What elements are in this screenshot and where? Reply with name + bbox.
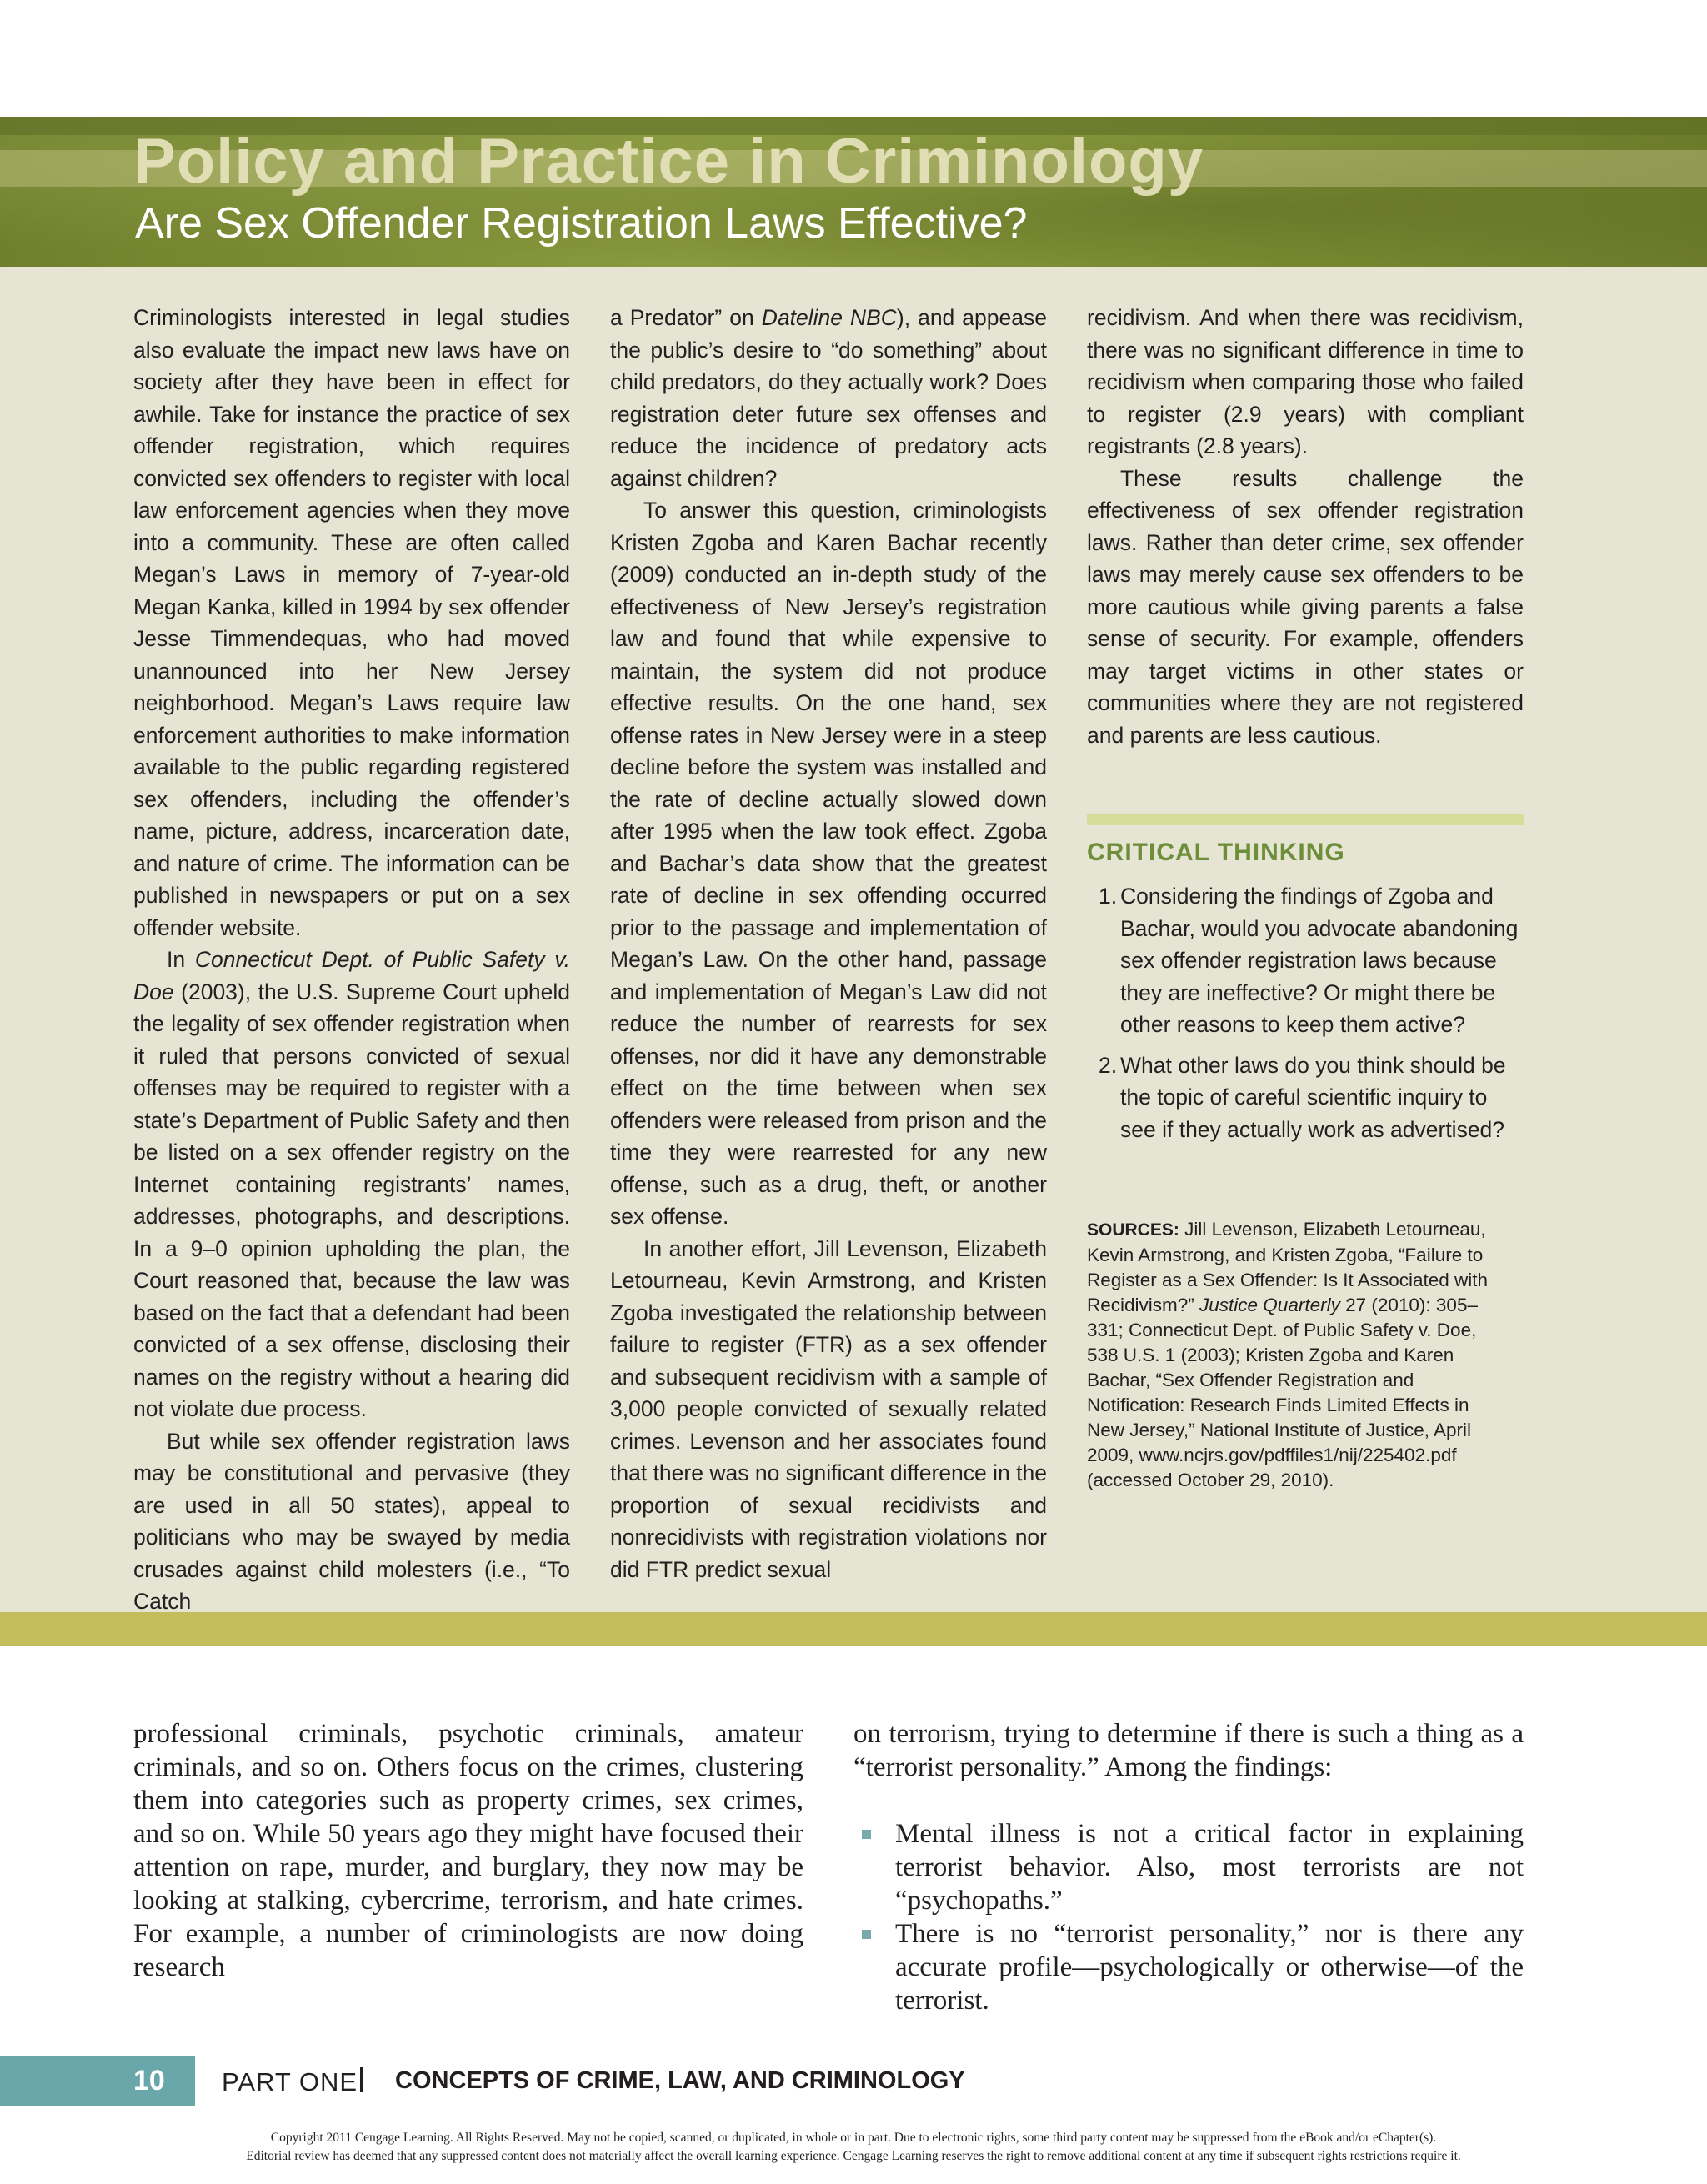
bullet-square-icon: [862, 1830, 871, 1839]
findings-list: [854, 1817, 1524, 2017]
body-paragraph: professional criminals, psychotic criminals, amateur criminals, and so on. Others focus on the crimes, clustering them into categories such as property crimes, sex crimes, and so on. While 50 years ago they might have focused their attention on rape, murder, and burglary, they now may be looking at stalking, cybercrime, terrorism, and hate crimes. For example, a number of criminologists are now doing research: [133, 1719, 803, 1982]
show-name: Dateline NBC: [761, 305, 897, 330]
body-column-2: [854, 1717, 1524, 2017]
item-text: What other laws do you think should be the topic of careful scientific inquiry to see if they actually work as advertised?: [1120, 1052, 1506, 1142]
feature-column-2: [610, 302, 1047, 1585]
sources-label: SOURCES:: [1087, 1220, 1179, 1240]
folio-box: [0, 2056, 195, 2106]
feature-paragraph: To answer this question, criminologists Kristen Zgoba and Karen Bachar recently (2009) conducted an in-depth study of the effectiveness of New Jersey’s registration law and found that while expensive to maintain, the system did not produce effective results. On the one hand, sex offense rates in New Jersey were in a steep decline before the system was installed and the rate of decline actually slowed down after 1995 when the law took effect. Zgoba and Bachar’s data show that the greatest rate of decline in sex offending occurred prior to the passage and implementation of Megan’s Law. On the other hand, passage and implementation of Megan’s Law did not reduce the number of rearrests for sex offenses, nor did it have any demonstrable effect on the time between when sex offenders were released from prison and the time they were rearrested for any new offense, such as a drug, theft, or another sex offense.: [610, 498, 1047, 1229]
critical-thinking-list: [1087, 880, 1524, 1154]
feature-paragraph: Criminologists interested in legal studies also evaluate the impact new laws have on society after they have been in effect for awhile. Take for instance the practice of sex offender registration, which requires convicted sex offenders to register with local law enforcement agencies when they move into a community. These are often called Megan’s Laws in memory of 7-year-old Megan Kanka, killed in 1994 by sex offender Jesse Timmendequas, who had moved unannounced into her New Jersey neighborhood. Megan’s Laws require law enforcement authorities to make information available to the public regarding registered sex offenders, including the offender’s name, picture, address, incarceration date, and nature of crime. The information can be published in newspapers or put on a sex offender website.: [133, 305, 570, 940]
feature-paragraph: [133, 944, 570, 1425]
item-number: 2.: [1099, 1052, 1118, 1078]
list-item: [854, 1917, 1524, 2017]
bullet-square-icon: [862, 1930, 871, 1939]
feature-banner: [0, 117, 1707, 267]
text-span: a Predator” on: [610, 305, 762, 330]
body-column-1: [133, 1717, 803, 1984]
feature-title: Are Sex Offender Registration Laws Effective?: [135, 199, 1028, 248]
feature-paragraph: [610, 302, 1047, 494]
part-label: PART ONE: [222, 2067, 358, 2096]
text-span: (2003), the U.S. Supreme Court upheld the legality of sex offender registration when it ruled that persons convicted of sexual offenses may be required to register with a state’s Department of Public Safety and then be listed on a sex offender registry on the Internet containing registrants’ names, addresses, photographs, and descriptions. In a 9–0 opinion upholding the plan, the Court reasoned that, because the law was based on the fact that a defendant had been convicted of a sex offense, disclosing their names on the registry without a hearing did not violate due process.: [133, 979, 570, 1421]
critical-thinking-item: [1087, 1049, 1524, 1146]
list-item-text: Mental illness is not a critical factor in explaining terrorist behavior. Also, most terrorists are not “psychopaths.”: [895, 1819, 1524, 1916]
feature-paragraph: These results challenge the effectiveness of sex offender registration laws. Rather than deter crime, sex offender laws may merely cause sex offenders to be more cautious while giving parents a false sense of security. For example, offenders may target victims in other states or communities where they are not registered and parents are less cautious.: [1087, 465, 1524, 748]
critical-thinking-heading: CRITICAL THINKING: [1087, 839, 1345, 866]
feature-column-1: [133, 302, 570, 1618]
critical-thinking-item: [1087, 880, 1524, 1041]
journal-name: Justice Quarterly: [1199, 1295, 1340, 1315]
part-title: CONCEPTS OF CRIME, LAW, AND CRIMINOLOGY: [395, 2067, 965, 2094]
item-number: 1.: [1099, 884, 1118, 909]
list-item: [854, 1817, 1524, 1917]
text-span: 27 (2010): 305–331; Connecticut Dept. of Public Safety v. Doe, 538 U.S. 1 (2003); Kristen Zgoba and Karen Bachar, “Sex Offender Registration and Notification: Research Finds Limited Effects in New Jersey,” National Institute of Justice, April 2009, www.ncjrs.gov/pdffiles1/nij/225402.pdf (accessed October 29, 2010).: [1087, 1295, 1478, 1490]
item-text: Considering the findings of Zgoba and Bachar, would you advocate abandoning sex offender registration laws because they are ineffective? Or might there be other reasons to keep them active?: [1120, 884, 1519, 1037]
sources-note: [1087, 1217, 1507, 1493]
text-span: ), and appease the public’s desire to “do something” about child predators, do they actually work? Does registration deter future sex offenses and reduce the incidence of predatory acts against children?: [610, 305, 1047, 491]
critical-thinking-rule: [1087, 814, 1524, 825]
feature-series-title: Policy and Practice in Criminology: [133, 126, 1204, 197]
feature-paragraph: In another effort, Jill Levenson, Elizabeth Letourneau, Kevin Armstrong, and Kristen Zgoba investigated the relationship between failure to register (FTR) as a sex offender and subsequent recidivism with a sample of 3,000 people convicted of sexually related crimes. Levenson and her associates found that there was no significant difference in the proportion of sexual recidivists and nonrecidivists with registration violations nor did FTR predict sexual: [610, 1235, 1047, 1582]
text-span: In: [167, 947, 195, 972]
feature-paragraph: But while sex offender registration laws may be constitutional and pervasive (they are used in all 50 states), appeal to politicians who may be swayed by media crusades against child molesters (i.e., “To Catch: [133, 1428, 570, 1614]
feature-column-3: [1087, 302, 1524, 751]
feature-paragraph: recidivism. And when there was recidivism, there was no significant difference in time to recidivism when comparing those who failed to register (2.9 years) with compliant registrants (2.8 years).: [1087, 305, 1524, 458]
text-span: Jill Levenson, Elizabeth Letourneau, Kevin Armstrong, and Kristen Zgoba, “Failure to Register as a Sex Offender: Is It Associated with Recidivism?”: [1087, 1219, 1489, 1315]
list-item-text: There is no “terrorist personality,” nor is there any accurate profile—psychologically or otherwise—of the terrorist.: [895, 1919, 1524, 2016]
copyright-notice: [117, 2129, 1590, 2166]
copyright-line: Editorial review has deemed that any suppressed content does not materially affect the overall learning experience. Cengage Learning reserves the right to remove additional content at any time if subsequent rights restrictions require it.: [246, 2149, 1461, 2163]
footer-separator: [360, 2067, 363, 2092]
page-number: 10: [133, 2065, 165, 2096]
copyright-line: Copyright 2011 Cengage Learning. All Rights Reserved. May not be copied, scanned, or duplicated, in whole or in part. Due to electronic rights, some third party content may be suppressed from the eBook and/or eChapter(s).: [270, 2131, 1437, 2145]
body-paragraph: on terrorism, trying to determine if there is such a thing as a “terrorist personality.” Among the findings:: [854, 1719, 1524, 1782]
case-name: Connecticut Dept. of Public Safety v. Doe: [133, 947, 571, 1004]
